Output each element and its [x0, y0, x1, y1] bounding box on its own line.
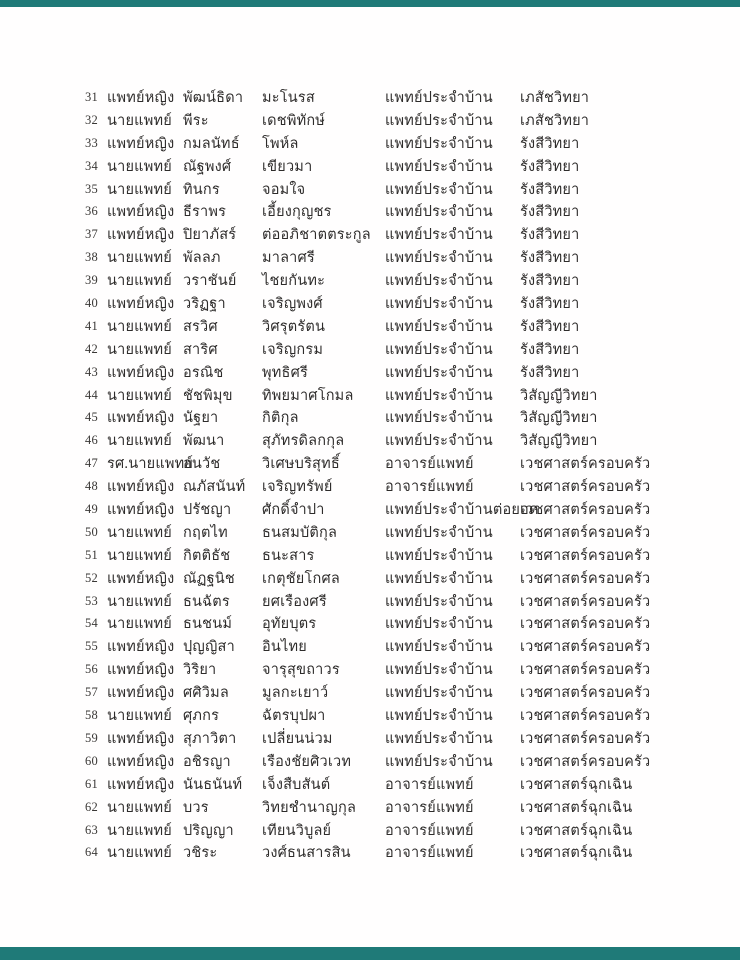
row-department: เวชศาสตร์ครอบครัว	[520, 639, 651, 656]
row-number: 58	[85, 708, 98, 723]
row-last-name: จอมใจ	[262, 181, 306, 198]
row-last-name: วิเศษบริสุทธิ์	[262, 456, 340, 473]
row-title: นายแพทย์	[107, 181, 172, 198]
row-number: 36	[85, 204, 98, 219]
row-first-name: ศศิวิมล	[183, 685, 229, 702]
row-department: เวชศาสตร์ครอบครัว	[520, 753, 651, 770]
row-first-name: อชิรญา	[183, 753, 231, 770]
row-number: 47	[85, 456, 98, 471]
row-first-name: กฤตไท	[183, 524, 228, 541]
row-first-name: พีระ	[183, 112, 209, 129]
table-row	[85, 178, 710, 201]
row-last-name: อินไทย	[262, 639, 307, 656]
top-edge-bar	[0, 0, 740, 7]
row-last-name: เจ็งสืบสันต์	[262, 776, 331, 793]
table-row	[85, 406, 710, 429]
row-number: 34	[85, 158, 98, 173]
table-row	[85, 612, 710, 635]
row-first-name: ปรัชญา	[183, 502, 232, 519]
row-position: แพทย์ประจำบ้าน	[385, 273, 493, 290]
row-title: นายแพทย์	[107, 433, 172, 450]
row-department: รังสีวิทยา	[520, 364, 580, 381]
row-department: เวชศาสตร์ครอบครัว	[520, 730, 651, 747]
row-number: 33	[85, 135, 98, 150]
row-first-name: พัลลภ	[183, 250, 221, 267]
row-last-name: เจริญทรัพย์	[262, 479, 333, 496]
row-title: แพทย์หญิง	[107, 364, 175, 381]
row-last-name: ทิพยมาศโกมล	[262, 387, 354, 404]
row-number: 56	[85, 662, 98, 677]
row-position: แพทย์ประจำบ้าน	[385, 547, 493, 564]
row-title: แพทย์หญิง	[107, 296, 175, 313]
table-row	[85, 498, 710, 521]
row-position: แพทย์ประจำบ้าน	[385, 524, 493, 541]
row-number: 45	[85, 410, 98, 425]
row-number: 35	[85, 181, 98, 196]
table-row	[85, 635, 710, 658]
row-first-name: ธีราพร	[183, 204, 227, 221]
table-row	[85, 132, 710, 155]
row-department: เวชศาสตร์ฉุกเฉิน	[520, 799, 633, 816]
row-number: 61	[85, 776, 98, 791]
row-number: 41	[85, 318, 98, 333]
row-number: 63	[85, 822, 98, 837]
row-last-name: สุภัทรดิลกกุล	[262, 433, 345, 450]
row-position: แพทย์ประจำบ้าน	[385, 593, 493, 610]
table-row	[85, 269, 710, 292]
table-row	[85, 292, 710, 315]
row-number: 57	[85, 685, 98, 700]
row-last-name: ฉัตรบุปผา	[262, 708, 326, 725]
row-title: แพทย์หญิง	[107, 730, 175, 747]
row-last-name: เปลี่ยนน่วม	[262, 730, 333, 747]
row-title: นายแพทย์	[107, 158, 172, 175]
table-row	[85, 727, 710, 750]
table-row	[85, 681, 710, 704]
row-number: 44	[85, 387, 98, 402]
row-position: แพทย์ประจำบ้าน	[385, 616, 493, 633]
row-last-name: ไชยกันทะ	[262, 273, 326, 290]
row-first-name: ชัชพิมุข	[183, 387, 233, 404]
row-position: แพทย์ประจำบ้าน	[385, 433, 493, 450]
row-title: แพทย์หญิง	[107, 662, 175, 679]
row-department: เวชศาสตร์ครอบครัว	[520, 708, 651, 725]
row-position: แพทย์ประจำบ้าน	[385, 570, 493, 587]
row-first-name: วชิระ	[183, 845, 218, 862]
row-title: แพทย์หญิง	[107, 479, 175, 496]
table-row	[85, 246, 710, 269]
row-last-name: ธนสมบัติกุล	[262, 524, 338, 541]
table-row	[85, 315, 710, 338]
row-first-name: ธนฉัตร	[183, 593, 230, 610]
row-first-name: สรวิศ	[183, 318, 218, 335]
row-department: เวชศาสตร์ครอบครัว	[520, 547, 651, 564]
table-row	[85, 658, 710, 681]
row-title: นายแพทย์	[107, 250, 172, 267]
row-last-name: เจริญพงศ์	[262, 296, 323, 313]
row-department: รังสีวิทยา	[520, 158, 580, 175]
row-title: แพทย์หญิง	[107, 90, 175, 106]
row-title: แพทย์หญิง	[107, 570, 175, 587]
row-department: วิสัญญีวิทยา	[520, 410, 598, 427]
table-row	[85, 86, 710, 109]
row-title: นายแพทย์	[107, 799, 172, 816]
row-first-name: อนวัช	[183, 456, 221, 473]
table-row	[85, 567, 710, 590]
row-last-name: เรืองชัยศิวเวท	[262, 753, 352, 770]
table-row	[85, 750, 710, 773]
table-row	[85, 475, 710, 498]
row-number: 43	[85, 364, 98, 379]
row-position: แพทย์ประจำบ้าน	[385, 341, 493, 358]
row-number: 42	[85, 341, 98, 356]
row-number: 32	[85, 112, 98, 127]
row-department: เภสัชวิทยา	[520, 112, 590, 129]
row-first-name: ปิยาภัสร์	[183, 227, 237, 244]
table-row	[85, 796, 710, 819]
row-department: เวชศาสตร์ครอบครัว	[520, 685, 651, 702]
row-department: เวชศาสตร์ครอบครัว	[520, 662, 651, 679]
row-last-name: อุทัยบุตร	[262, 616, 317, 633]
row-department: เวชศาสตร์ครอบครัว	[520, 502, 651, 519]
row-department: รังสีวิทยา	[520, 341, 580, 358]
row-title: นายแพทย์	[107, 273, 172, 290]
row-department: วิสัญญีวิทยา	[520, 387, 598, 404]
row-last-name: มาลาศรี	[262, 250, 315, 267]
row-first-name: กมลนัทธ์	[183, 135, 240, 152]
row-position: แพทย์ประจำบ้าน	[385, 158, 493, 175]
row-number: 55	[85, 639, 98, 654]
row-department: เวชศาสตร์ครอบครัว	[520, 479, 651, 496]
row-position: แพทย์ประจำบ้าน	[385, 227, 493, 244]
row-position: อาจารย์แพทย์	[385, 799, 474, 816]
row-department: รังสีวิทยา	[520, 227, 580, 244]
row-first-name: นันธนันท์	[183, 776, 243, 793]
row-number: 60	[85, 753, 98, 768]
row-first-name: อรณิช	[183, 364, 224, 381]
row-department: รังสีวิทยา	[520, 250, 580, 267]
row-first-name: พัฒน์ธิดา	[183, 90, 244, 106]
row-number: 31	[85, 90, 98, 104]
row-last-name: ศักดิ์จำปา	[262, 502, 325, 519]
table-row	[85, 361, 710, 384]
row-number: 46	[85, 433, 98, 448]
table-row	[85, 704, 710, 727]
row-number: 53	[85, 593, 98, 608]
row-position: แพทย์ประจำบ้าน	[385, 639, 493, 656]
doctor-list-table	[85, 86, 710, 864]
row-position: แพทย์ประจำบ้านต่อยอด	[385, 502, 539, 519]
row-first-name: วิริยา	[183, 662, 217, 679]
row-last-name: ยศเรืองศรี	[262, 593, 327, 610]
row-department: รังสีวิทยา	[520, 204, 580, 221]
row-number: 49	[85, 502, 98, 517]
row-position: แพทย์ประจำบ้าน	[385, 730, 493, 747]
row-first-name: ปริญญา	[183, 822, 234, 839]
row-first-name: ณัฐพงศ์	[183, 158, 232, 175]
row-first-name: วราชันย์	[183, 273, 237, 290]
row-number: 38	[85, 250, 98, 265]
row-position: แพทย์ประจำบ้าน	[385, 90, 493, 106]
row-number: 39	[85, 273, 98, 288]
table-row	[85, 155, 710, 178]
row-last-name: วิทยชำนาญกุล	[262, 799, 357, 816]
table-row	[85, 384, 710, 407]
row-title: แพทย์หญิง	[107, 135, 175, 152]
row-first-name: ทินกร	[183, 181, 220, 198]
row-position: แพทย์ประจำบ้าน	[385, 662, 493, 679]
row-position: แพทย์ประจำบ้าน	[385, 685, 493, 702]
row-position: อาจารย์แพทย์	[385, 776, 474, 793]
row-number: 51	[85, 547, 98, 562]
row-department: เวชศาสตร์ครอบครัว	[520, 524, 651, 541]
row-department: เวชศาสตร์ครอบครัว	[520, 570, 651, 587]
row-number: 64	[85, 845, 98, 860]
row-number: 52	[85, 570, 98, 585]
row-first-name: ศุภกร	[183, 708, 220, 725]
row-title: นายแพทย์	[107, 112, 172, 129]
row-first-name: กิตติธัช	[183, 547, 231, 564]
row-department: เวชศาสตร์ครอบครัว	[520, 593, 651, 610]
table-row	[85, 590, 710, 613]
row-title: นายแพทย์	[107, 845, 172, 862]
table-row	[85, 521, 710, 544]
table-row	[85, 338, 710, 361]
table-row	[85, 200, 710, 223]
row-last-name: วิศรุตรัตน	[262, 318, 326, 335]
row-first-name: สาริศ	[183, 341, 218, 358]
row-title: แพทย์หญิง	[107, 502, 175, 519]
row-position: แพทย์ประจำบ้าน	[385, 364, 493, 381]
row-last-name: ต่ออภิชาตตระกูล	[262, 227, 371, 244]
row-number: 40	[85, 296, 98, 311]
row-title: นายแพทย์	[107, 616, 172, 633]
row-position: แพทย์ประจำบ้าน	[385, 181, 493, 198]
row-position: แพทย์ประจำบ้าน	[385, 204, 493, 221]
row-title: นายแพทย์	[107, 822, 172, 839]
row-position: อาจารย์แพทย์	[385, 456, 474, 473]
row-department: วิสัญญีวิทยา	[520, 433, 598, 450]
row-last-name: โพห์ล	[262, 135, 299, 152]
row-title: นายแพทย์	[107, 547, 172, 564]
row-title: นายแพทย์	[107, 593, 172, 610]
row-first-name: สุภาวิตา	[183, 730, 237, 747]
row-first-name: ณภัสนันท์	[183, 479, 246, 496]
row-last-name: เขียวมา	[262, 158, 313, 175]
row-department: รังสีวิทยา	[520, 135, 580, 152]
row-last-name: พุทธิศรี	[262, 364, 308, 381]
row-department: เวชศาสตร์ครอบครัว	[520, 456, 651, 473]
row-position: อาจารย์แพทย์	[385, 845, 474, 862]
table-row	[85, 429, 710, 452]
row-title: แพทย์หญิง	[107, 227, 175, 244]
row-department: รังสีวิทยา	[520, 318, 580, 335]
row-number: 62	[85, 799, 98, 814]
row-title: แพทย์หญิง	[107, 410, 175, 427]
row-position: แพทย์ประจำบ้าน	[385, 387, 493, 404]
row-department: เภสัชวิทยา	[520, 90, 590, 106]
row-first-name: ณัฏฐนิช	[183, 570, 235, 587]
row-number: 48	[85, 479, 98, 494]
row-last-name: เอี้ยงกุญชร	[262, 204, 332, 221]
row-last-name: เจริญกรม	[262, 341, 324, 358]
row-last-name: เกตุชัยโกศล	[262, 570, 340, 587]
row-number: 59	[85, 730, 98, 745]
bottom-edge-bar	[0, 947, 740, 960]
row-first-name: ธนชนม์	[183, 616, 233, 633]
row-number: 50	[85, 524, 98, 539]
row-first-name: วริฏฐา	[183, 296, 226, 313]
row-position: แพทย์ประจำบ้าน	[385, 318, 493, 335]
row-title: นายแพทย์	[107, 524, 172, 541]
table-row	[85, 841, 710, 864]
row-department: รังสีวิทยา	[520, 273, 580, 290]
row-position: แพทย์ประจำบ้าน	[385, 410, 493, 427]
row-title: นายแพทย์	[107, 708, 172, 725]
table-row	[85, 544, 710, 567]
row-title: แพทย์หญิง	[107, 204, 175, 221]
row-title: แพทย์หญิง	[107, 685, 175, 702]
table-row	[85, 452, 710, 475]
row-first-name: พัฒนา	[183, 433, 225, 450]
row-first-name: บวร	[183, 799, 209, 816]
row-last-name: ธนะสาร	[262, 547, 315, 564]
row-department: รังสีวิทยา	[520, 296, 580, 313]
row-last-name: เดชพิทักษ์	[262, 112, 326, 129]
row-title: นายแพทย์	[107, 387, 172, 404]
row-first-name: ปุญญิสา	[183, 639, 235, 656]
row-department: เวชศาสตร์ฉุกเฉิน	[520, 776, 633, 793]
row-position: แพทย์ประจำบ้าน	[385, 708, 493, 725]
row-title: นายแพทย์	[107, 341, 172, 358]
row-title: แพทย์หญิง	[107, 639, 175, 656]
row-department: เวชศาสตร์ฉุกเฉิน	[520, 822, 633, 839]
row-title: แพทย์หญิง	[107, 776, 175, 793]
row-position: อาจารย์แพทย์	[385, 479, 474, 496]
row-title: รศ.นายแพทย์	[107, 456, 194, 473]
row-first-name: นัฐยา	[183, 410, 219, 427]
table-row	[85, 819, 710, 842]
row-title: แพทย์หญิง	[107, 753, 175, 770]
row-number: 54	[85, 616, 98, 631]
row-number: 37	[85, 227, 98, 242]
row-department: รังสีวิทยา	[520, 181, 580, 198]
row-last-name: จารุสุขถาวร	[262, 662, 340, 679]
row-position: อาจารย์แพทย์	[385, 822, 474, 839]
row-position: แพทย์ประจำบ้าน	[385, 250, 493, 267]
row-position: แพทย์ประจำบ้าน	[385, 753, 493, 770]
row-last-name: มูลกะเยาว์	[262, 685, 329, 702]
row-last-name: วงศ์ธนสารสิน	[262, 845, 351, 862]
row-position: แพทย์ประจำบ้าน	[385, 112, 493, 129]
row-department: เวชศาสตร์ฉุกเฉิน	[520, 845, 633, 862]
table-row	[85, 223, 710, 246]
table-row	[85, 109, 710, 132]
row-position: แพทย์ประจำบ้าน	[385, 135, 493, 152]
row-last-name: มะโนรส	[262, 90, 315, 106]
row-last-name: กิติกุล	[262, 410, 299, 427]
table-row	[85, 773, 710, 796]
row-department: เวชศาสตร์ครอบครัว	[520, 616, 651, 633]
row-position: แพทย์ประจำบ้าน	[385, 296, 493, 313]
row-title: นายแพทย์	[107, 318, 172, 335]
row-last-name: เทียนวิบูลย์	[262, 822, 332, 839]
